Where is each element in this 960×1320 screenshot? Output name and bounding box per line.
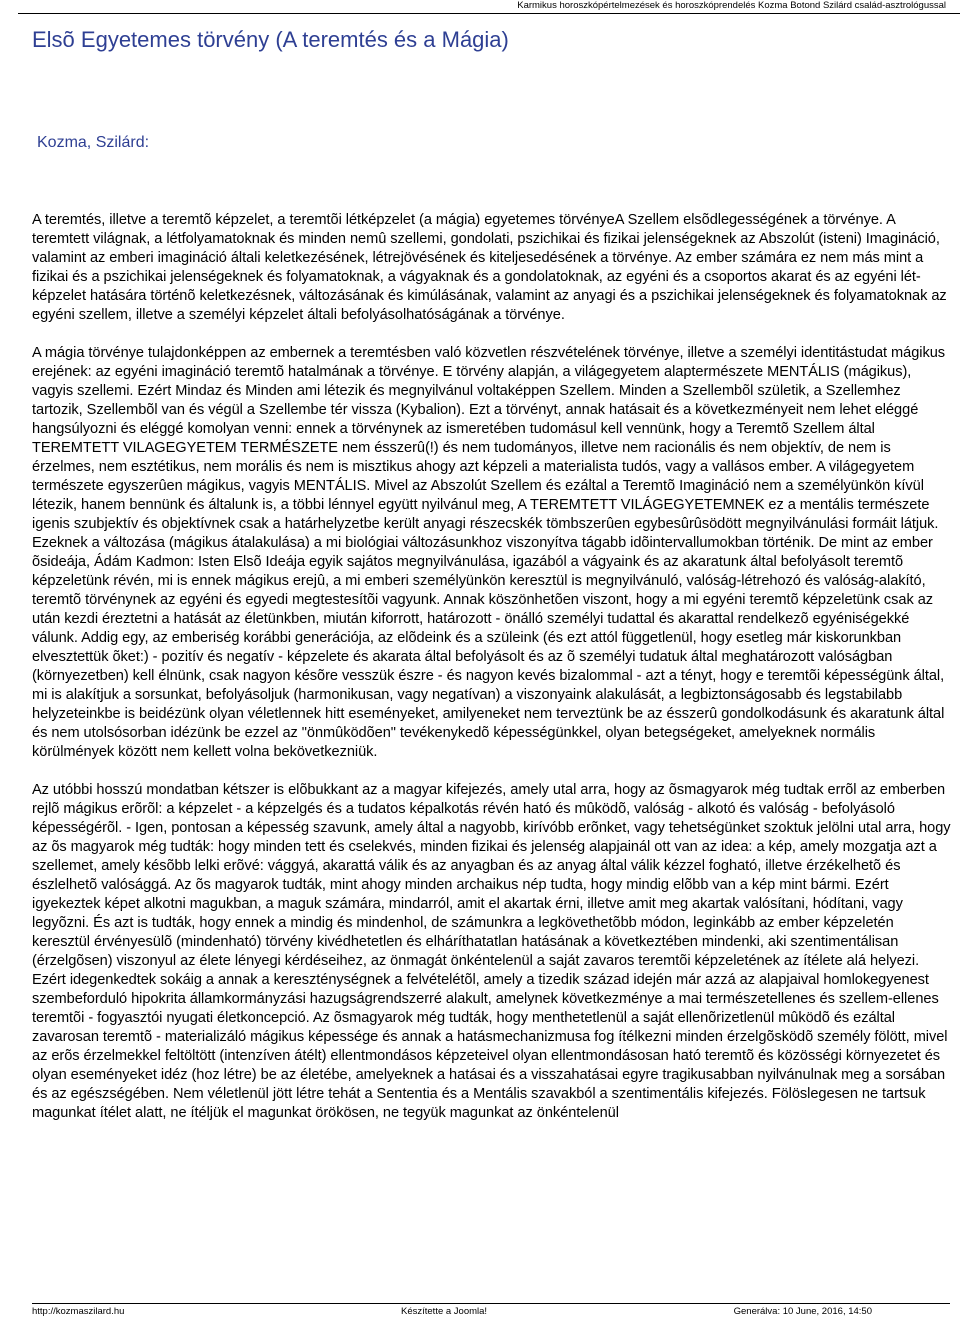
author-name: Kozma, Szilárd:: [37, 134, 150, 151]
article-paragraph: Az utóbbi hosszú mondatban kétszer is elõbukkant az a magyar kifejezés, amely utal arra, hogy az õsmagyarok még tudtak errõl az emberben rejlõ mágikus erõrõl: a képzelet - a képzelgés és a tudatos képalkotás révén ható és mûködõ, valóság - alkotó és valóság - befolyásoló képességérõl. - Igen, pontosan a képesség szavunk, amely által a nagyobb, kirívóbb erõnket, vagy tehetségünket szoktuk jelölni utal arra, hogy az õs magyarok még tudták: hogy minden tett és cselekvés, minden fizikai és jelenség alapjainál ott van az idea: a kép, amely mozgatja azt a szellemet, amely késõbb lelki erõvé: vággyá, akarattá válik és az anyagban és az anyag által válik kézzel fogható, illetve érzékelhetõ és észlelhetõ valósággá. Az õs magyarok tudták, mint ahogy minden archaikus nép tudta, hogy mindig elõbb van a kép mint bármi. Ezért igyekeztek képet alkotni magukban, a maguk számára, mindarról, amit el akartak érni, illetve amit meg akartak valósítani, hódítani, vagy legyõzni. És azt is tudták, hogy ennek a mindig és mindenhol, de számunkra a legkövethetõbb módon, leginkább az ember képzeletén keresztül érvényesülõ (mindenható) törvény kivédhetetlen és elháríthatatlan hatásának a következtében mindenki, aki szentimentálisan (érzelgõsen) viszonyul az élete lényegi kérdéseihez, az önmagát önkéntelenül a saját zavaros teremtõi képzeletének az ítélete alá helyezi. Ezért idegenkedtek sokáig a annak a kereszténységnek a felvételétõl, amely a tizedik század idején már azzá az alapjaival homlokegyenest szembeforduló hipokrita államkormányzási hazugságrendszerré alakult, amelynek következménye a mai természetellenes és szellem-ellenes teremtõi - fogyasztói nyugati életkoncepció. Az õsmagyarok még tudták, hogy menthetetlenül a saját ellenõrizetlenül mûködõ és ezáltal zavarosan teremtõ - materializáló mágikus képessége és annak a hatásmechanizmusa fog ítélkezni minden érzelgõsködõ személy fölött, mivel az erõs érzelmekkel feltöltött (intenzíven átélt) ellentmondásos képzeteivel olyan ellentmondásosan ható teremtõ és közösségi környezetet és olyan eseményeket idéz (hoz létre) be az életébe, amelyeknek a hatásai és a visszahatásai egyre tragikusabban nyilvánulnak meg a sorsában és az egészségében. Nem véletlenül jött létre tehát a Sententia és a Mentális szavakból a szentimentális kifejezés. Fölöslegesen ne tartsuk magunkat ítélet alatt, ne ítéljük el magunkat örökösen, ne tegyük magunkat az önkéntelenül: [32, 782, 951, 1121]
article-paragraph: A teremtés, illetve a teremtõ képzelet, a teremtõi létképzelet (a mágia) egyetemes törvényeA Szellem elsõdlegességének a törvénye. A teremtett világnak, a létfolyamatoknak és minden nemû szellemi, gondolati, pszichikai és fizikai jelenségeknek az Abszolút (isteni) Imagináció, valamint az emberi imagináció általi keletkezésének, létrejövésének és kiteljesedésének a törvénye. Az ember számára ez nem más mint a fizikai és a pszichikai jelenségeknek és folyamatoknak, a vágyaknak és a gondolatoknak, az egyéni és a csoportos akarat és az egyéni lét-képzelet hatására történõ keletkezésnek, változásának és kimúlásának, valamint az anyagi és a pszichikai jelenségeknek és folyamatoknak az egyéni szellem, illetve a személyi képzelet általi befolyásolhatóságának a törvénye.: [32, 212, 947, 323]
footer-credit: Készítette a Joomla!: [401, 1306, 488, 1317]
footer-generated-date: Generálva: 10 June, 2016, 14:50: [733, 1306, 872, 1317]
site-footer: [32, 1303, 950, 1320]
footer-site-link[interactable]: http://kozmaszilard.hu: [32, 1306, 125, 1317]
site-header: [18, 0, 960, 14]
site-tagline: Karmikus horoszkópértelmezések és horoszkóprendelés Kozma Botond Szilárd család-asztrológussal: [517, 0, 946, 11]
article-body: [32, 211, 954, 1142]
page-title: Elsõ Egyetemes törvény (A teremtés és a Mágia): [32, 27, 509, 52]
article-paragraph: A mágia törvénye tulajdonképpen az embernek a teremtésben való közvetlen részvételének törvénye, illetve a személyi identitástudat mágikus erejének: az egyéni imagináció teremtõ hatalmának a törvénye. E törvény alapján, a világegyetem alaptermészete MENTÁLIS (mágikus), vagyis szellemi. Ezért Mindaz és Minden ami létezik és megnyilvánul voltaképpen Szellem. Minden a Szellembõl születik, a Szellemhez tartozik, Szellembõl van és végül a Szellembe tér vissza (Kybalion). Ezt a törvényt, annak hatásait és a következményeit nem lehet eléggé hangsúlyozni és eléggé komolyan venni: ennek a törvénynek az ismeretében tudomásul kell vennünk, hogy a Teremtõ Szellem által TEREMTETT VILAGEGYETEM TERMÉSZETE nem ésszerû(!) és nem tudományos, illetve nem racionális és nem objektív, de nem is érzelmes, nem esztétikus, nem morális és nem is misztikus ahogy azt képzeli a materialista tudós, vagy a vallásos ember. A világegyetem természete egyszerûen mágikus, vagyis MENTÁLIS. Mivel az Abszolút Szellem és ezáltal a Teremtõ Imagináció nem a személyünkön kívül létezik, hanem bennünk és általunk is, a többi lénnyel együtt nyilvánul meg, A TEREMTETT VILÁGEGYETEMNEK ez a mentális természete igenis szubjektív és objektívnek csak a határhelyzetbe került anyagi részecskék tömbszerûen egybesûrûsödött megnyilvánulási formáit látjuk. Ezeknek a változása (mágikus átalakulása) a mi biológiai változásunkhoz viszonyítva tágabb idõintervallumokban történik. De mint az ember õsideája, Ádám Kadmon: Isten Elsõ Ideája egyik sajátos megnyilvánulása, igazából a vágyaink és az akaratunk által befolyásolt teremtõ képzeletünk révén, mi is ennek mágikus erejû, a mi emberi személyünkön keresztül is megnyilvánuló, valóság-létrehozó és valóság-alakító, teremtõ törvénynek az egyéni és egyedi megtestesítõi vagyunk. Annak köszönhetõen viszont, hogy a mi egyéni teremtõ képzeletünk csak az után kezdi éreztetni a hatását az életünkben, miután kiforrott, határozott - önálló személyi tudattal és akarattal rendelkezõ egyéniségekké válunk. Addig egy, az emberiség korábbi generációja, az elõdeink és a szüleink (és ezt attól függetlenül, hogy esetleg már kiskorunkban elvesztettük õket:) - pozitív és negatív - képzelete és akarata által befolyásolt és az õ személyi tudatuk által meghatározott valóságban (környezetben) kell élnünk, csak nagyon késõre vesszük észre - és nagyon kevés bizalommal - azt a tényt, hogy e teremtõi képességünk által, mi is alakítjuk a sorsunkat, befolyásoljuk (harmonikusan, vagy negatívan) a viszonyaink alakulását, a legbiztonságosabb és legstabilabb helyzeteinkbe is beidézünk olyan véletlennek hitt eseményeket, amilyeneket nem terveztünk be az ésszerû gondolkodásunk és akaratunk által és nem utolsósorban idézünk be ezzel az "önmûködõen" tevékenykedõ képességünkkel, olyan betegségeket, amelyeknek normális körülmények között nem kellett volna bekövetkezniük.: [32, 345, 946, 760]
